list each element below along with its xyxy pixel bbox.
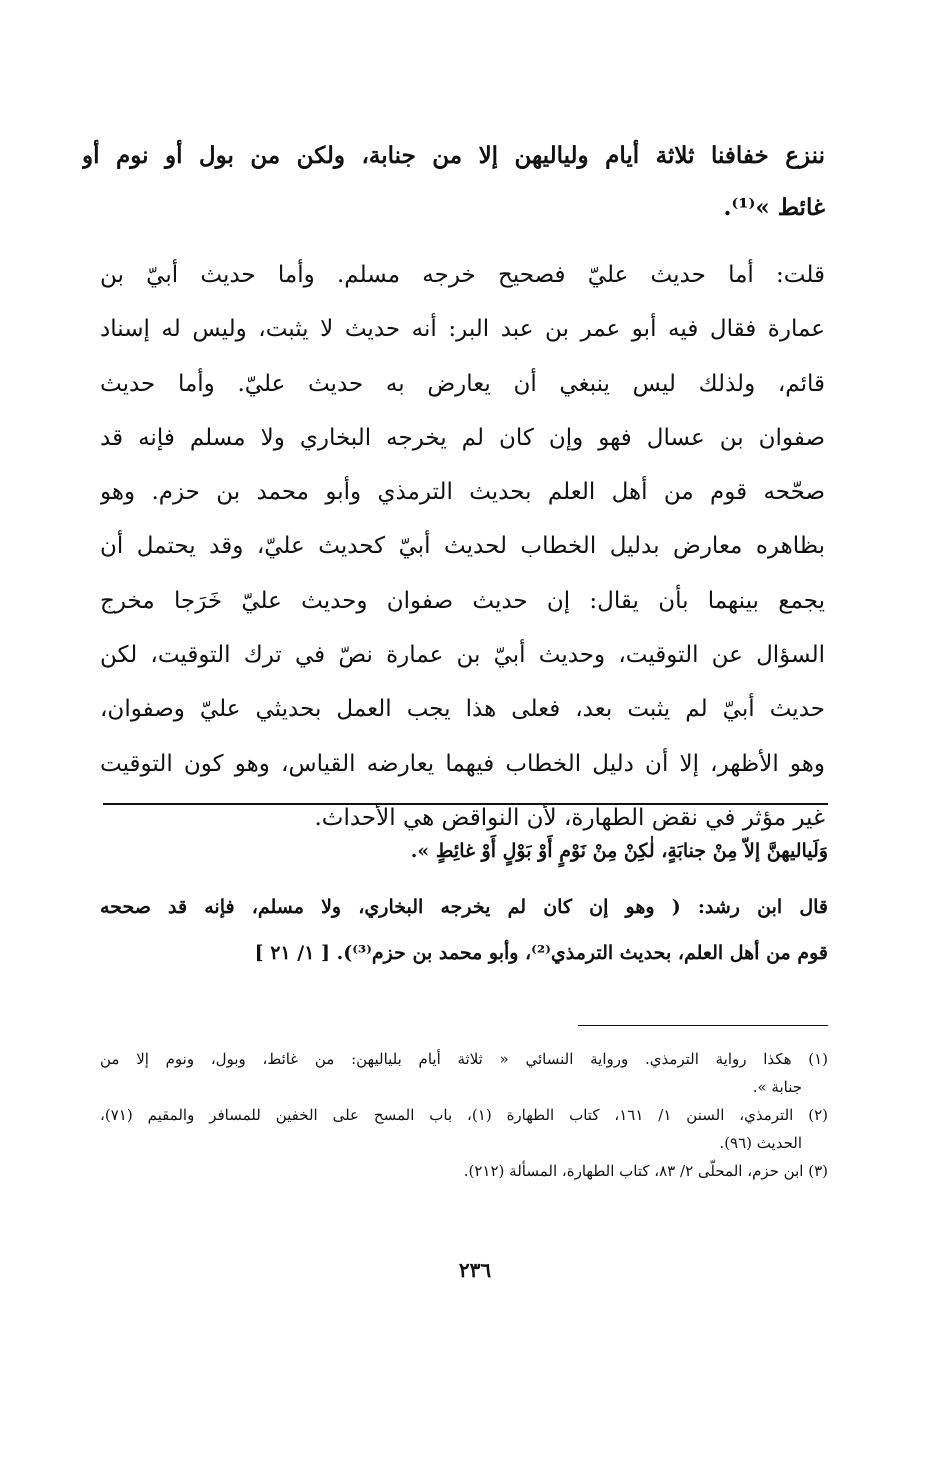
commentary-block xyxy=(100,828,828,976)
body-line: السؤال عن التوقيت، وحديث أبيّ بن عمارة نصّ في ترك التوقيت، لكن xyxy=(100,642,825,669)
footnote-line: الحديث (٩٦). xyxy=(719,1134,802,1152)
footnote-line: (٢) الترمذي، السنن ١/ ١٦١، كتاب الطهارة (١)، باب المسح على الخفين للمسافر والمقيم (٧١)، xyxy=(100,1106,828,1124)
footnote-line: جنابة ». xyxy=(752,1078,802,1096)
body-line: بظاهره معارض بدليل الخطاب لحديث أبيّ كحديث عليّ، وقد يحتمل أن xyxy=(100,533,825,560)
footnote-line: (١) هكذا رواية الترمذي. ورواية النسائي « ثلاثة أيام بلياليهن: من غائط، وبول، ونوم إلا من xyxy=(100,1050,828,1068)
body-line: قائم، ولذلك ليس ينبغي أن يعارض به حديث عليّ. وأما حديث xyxy=(100,370,825,397)
spacer xyxy=(100,874,828,884)
section-divider xyxy=(103,803,828,805)
hadith-continuation xyxy=(82,130,825,234)
quote-line: قوم من أهل العلم، بحديث الترمذي⁽²⁾، وأبو محمد بن حزم⁽³⁾). [ ١/ ٢١ ] xyxy=(254,942,828,964)
footnote-3 xyxy=(100,1157,828,1185)
body-line: عمارة فقال فيه أبو عمر بن عبد البر: أنه حديث لا يثبت، وليس له إسناد xyxy=(100,316,825,343)
footnotes xyxy=(100,1045,828,1185)
main-paragraph xyxy=(100,248,825,845)
footnote-1 xyxy=(100,1045,828,1101)
body-line: حديث أبيّ لم يثبت بعد، فعلى هذا يجب العمل بحديثي عليّ وصفوان، xyxy=(100,696,825,723)
hadith-line: ننزع خفافنا ثلاثة أيام ولياليهن إلا من جنابة، ولكن من بول أو نوم أو xyxy=(82,142,825,169)
hadith-end-line: وَلَياليهنَّ إلاّ مِنْ جنابَةٍ، لٰكِنْ مِنْ نَوْمٍ أَوْ بَوْلٍ أَوْ غائِطٍ ». xyxy=(410,840,828,862)
footnote-divider xyxy=(578,1025,828,1026)
body-line: صفوان بن عسال فهو وإن كان لم يخرجه البخاري ولا مسلم فإنه قد xyxy=(100,424,825,451)
body-line: قلت: أما حديث عليّ فصحيح خرجه مسلم. وأما حديث أبيّ بن xyxy=(100,262,825,288)
footnote-line: (٣) ابن حزم، المحلّى ٢/ ٨٣، كتاب الطهارة، المسألة (٢١٢). xyxy=(463,1162,828,1180)
footnote-2 xyxy=(100,1101,828,1157)
page-number: ٢٣٦ xyxy=(458,1258,492,1282)
quote-line: قال ابن رشد: ( وهو إن كان لم يخرجه البخاري، ولا مسلم، فإنه قد صححه xyxy=(100,896,828,918)
body-line: غير مؤثر في نقض الطهارة، لأن النواقض هي الأحداث. xyxy=(314,804,825,831)
hadith-line: غائط »⁽¹⁾. xyxy=(723,194,825,221)
body-line: صحّحه قوم من أهل العلم بحديث الترمذي وأبو محمد بن حزم. وهو xyxy=(100,479,825,506)
body-line: يجمع بينهما بأن يقال: إن حديث صفوان وحديث عليّ خَرَجا مخرج xyxy=(100,587,825,614)
body-line: وهو الأظهر، إلا أن دليل الخطاب فيهما يعارضه القياس، وهو كون التوقيت xyxy=(100,750,825,777)
